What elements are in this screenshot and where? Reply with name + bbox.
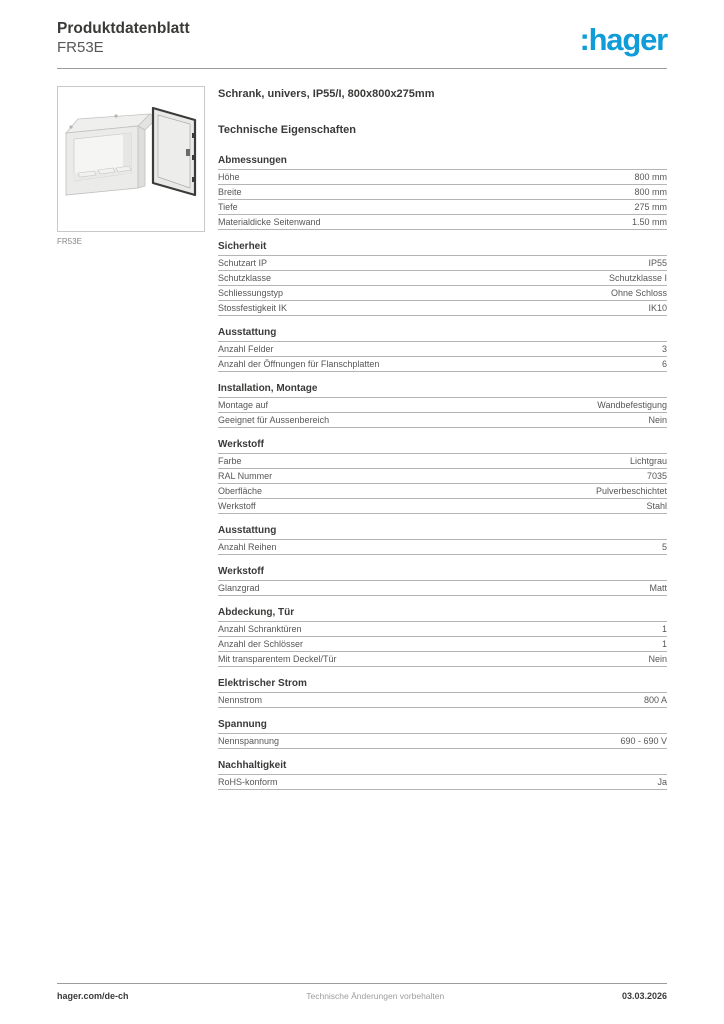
- spec-label: Stossfestigkeit IK: [218, 302, 288, 313]
- spec-value: IK10: [648, 302, 667, 313]
- spec-section: [218, 608, 667, 667]
- spec-row: [218, 540, 667, 555]
- spec-label: Tiefe: [218, 201, 238, 212]
- cabinet-illustration: [58, 87, 204, 231]
- spec-value: 5: [661, 541, 667, 552]
- spec-value: Nein: [648, 653, 667, 664]
- spec-sections: [218, 156, 667, 790]
- page-footer: [57, 983, 667, 1001]
- product-image: [57, 86, 205, 232]
- spec-label: Farbe: [218, 455, 242, 466]
- spec-section: [218, 761, 667, 790]
- footer-website-link[interactable]: hager.com/de-ch: [57, 991, 129, 1001]
- spec-row: [218, 357, 667, 372]
- spec-section-title: Elektrischer Strom: [218, 679, 667, 693]
- spec-value: IP55: [648, 257, 667, 268]
- spec-row: [218, 256, 667, 271]
- document-title: Produktdatenblatt: [57, 20, 190, 37]
- spec-label: Anzahl Schranktüren: [218, 623, 302, 634]
- spec-label: Geeignet für Aussenbereich: [218, 414, 330, 425]
- spec-section-title: Sicherheit: [218, 242, 667, 256]
- spec-label: Höhe: [218, 171, 240, 182]
- spec-label: Schutzart IP: [218, 257, 268, 268]
- spec-label: Montage auf: [218, 399, 269, 410]
- spec-value: 1: [661, 623, 667, 634]
- spec-value: 7035: [646, 470, 667, 481]
- footer-date: 03.03.2026: [621, 991, 667, 1001]
- spec-section-title: Werkstoff: [218, 567, 667, 581]
- spec-section: [218, 440, 667, 514]
- spec-value: Ohne Schloss: [610, 287, 667, 298]
- spec-value: Pulverbeschichtet: [595, 485, 667, 496]
- spec-row: [218, 484, 667, 499]
- spec-label: Nennstrom: [218, 694, 263, 705]
- spec-row: [218, 413, 667, 428]
- spec-row: [218, 286, 667, 301]
- spec-label: Anzahl der Öffnungen für Flanschplatten: [218, 358, 380, 369]
- spec-section: [218, 156, 667, 230]
- product-title: Schrank, univers, IP55/I, 800x800x275mm: [218, 88, 435, 100]
- spec-row: [218, 469, 667, 484]
- spec-row: [218, 734, 667, 749]
- spec-value: 1: [661, 638, 667, 649]
- spec-value: Lichtgrau: [629, 455, 667, 466]
- spec-section: [218, 567, 667, 596]
- spec-row: [218, 622, 667, 637]
- spec-row: [218, 301, 667, 316]
- product-image-column: [57, 86, 205, 802]
- spec-value: 800 mm: [634, 186, 667, 197]
- spec-value: Schutzklasse I: [608, 272, 667, 283]
- spec-value: Ja: [657, 776, 667, 787]
- technical-properties-heading: Technische Eigenschaften: [218, 124, 356, 136]
- spec-label: Schutzklasse: [218, 272, 272, 283]
- spec-row: [218, 652, 667, 667]
- spec-value: 3: [661, 343, 667, 354]
- spec-label: Nennspannung: [218, 735, 280, 746]
- spec-value: Wandbefestigung: [597, 399, 667, 410]
- spec-value: 1.50 mm: [631, 216, 667, 227]
- spec-value: 800 mm: [634, 171, 667, 182]
- product-reference: FR53E: [57, 39, 104, 56]
- spec-row: [218, 693, 667, 708]
- spec-row: [218, 342, 667, 357]
- spec-section-title: Abdeckung, Tür: [218, 608, 667, 622]
- spec-label: Schliessungstyp: [218, 287, 284, 298]
- spec-label: RAL Nummer: [218, 470, 273, 481]
- spec-row: [218, 581, 667, 596]
- spec-row: [218, 637, 667, 652]
- spec-label: Oberfläche: [218, 485, 263, 496]
- spec-label: Werkstoff: [218, 500, 256, 511]
- spec-row: [218, 215, 667, 230]
- content-area: [57, 86, 667, 802]
- header-divider: [57, 68, 667, 69]
- spec-row: [218, 271, 667, 286]
- spec-label: Breite: [218, 186, 242, 197]
- spec-label: Glanzgrad: [218, 582, 260, 593]
- spec-section: [218, 328, 667, 372]
- spec-label: Anzahl Felder: [218, 343, 274, 354]
- spec-section: [218, 384, 667, 428]
- spec-section-title: Abmessungen: [218, 156, 667, 170]
- spec-label: Anzahl Reihen: [218, 541, 277, 552]
- spec-section: [218, 720, 667, 749]
- spec-section-title: Ausstattung: [218, 328, 667, 342]
- spec-row: [218, 185, 667, 200]
- spec-row: [218, 170, 667, 185]
- spec-section-title: Installation, Montage: [218, 384, 667, 398]
- header-titles: [57, 19, 190, 57]
- spec-value: 800 A: [643, 694, 667, 705]
- spec-section-title: Spannung: [218, 720, 667, 734]
- page-header: [57, 0, 667, 57]
- spec-label: Mit transparentem Deckel/Tür: [218, 653, 337, 664]
- spec-row: [218, 775, 667, 790]
- spec-row: [218, 398, 667, 413]
- spec-value: Stahl: [646, 500, 667, 511]
- spec-section: [218, 679, 667, 708]
- spec-section-title: Werkstoff: [218, 440, 667, 454]
- spec-row: [218, 499, 667, 514]
- product-image-caption: FR53E: [57, 237, 82, 246]
- spec-value: 690 - 690 V: [620, 735, 667, 746]
- spec-value: Matt: [649, 582, 667, 593]
- spec-section-title: Ausstattung: [218, 526, 667, 540]
- spec-row: [218, 454, 667, 469]
- spec-label: RoHS-konform: [218, 776, 278, 787]
- spec-section: [218, 526, 667, 555]
- spec-label: Anzahl der Schlösser: [218, 638, 304, 649]
- spec-label: Materialdicke Seitenwand: [218, 216, 321, 227]
- spec-section-title: Nachhaltigkeit: [218, 761, 667, 775]
- spec-row: [218, 200, 667, 215]
- spec-column: [218, 86, 667, 802]
- spec-value: 6: [661, 358, 667, 369]
- spec-value: Nein: [648, 414, 667, 425]
- footer-disclaimer: Technische Änderungen vorbehalten: [306, 991, 445, 1001]
- spec-value: 275 mm: [634, 201, 667, 212]
- hager-logo: :hager: [579, 22, 667, 57]
- spec-section: [218, 242, 667, 316]
